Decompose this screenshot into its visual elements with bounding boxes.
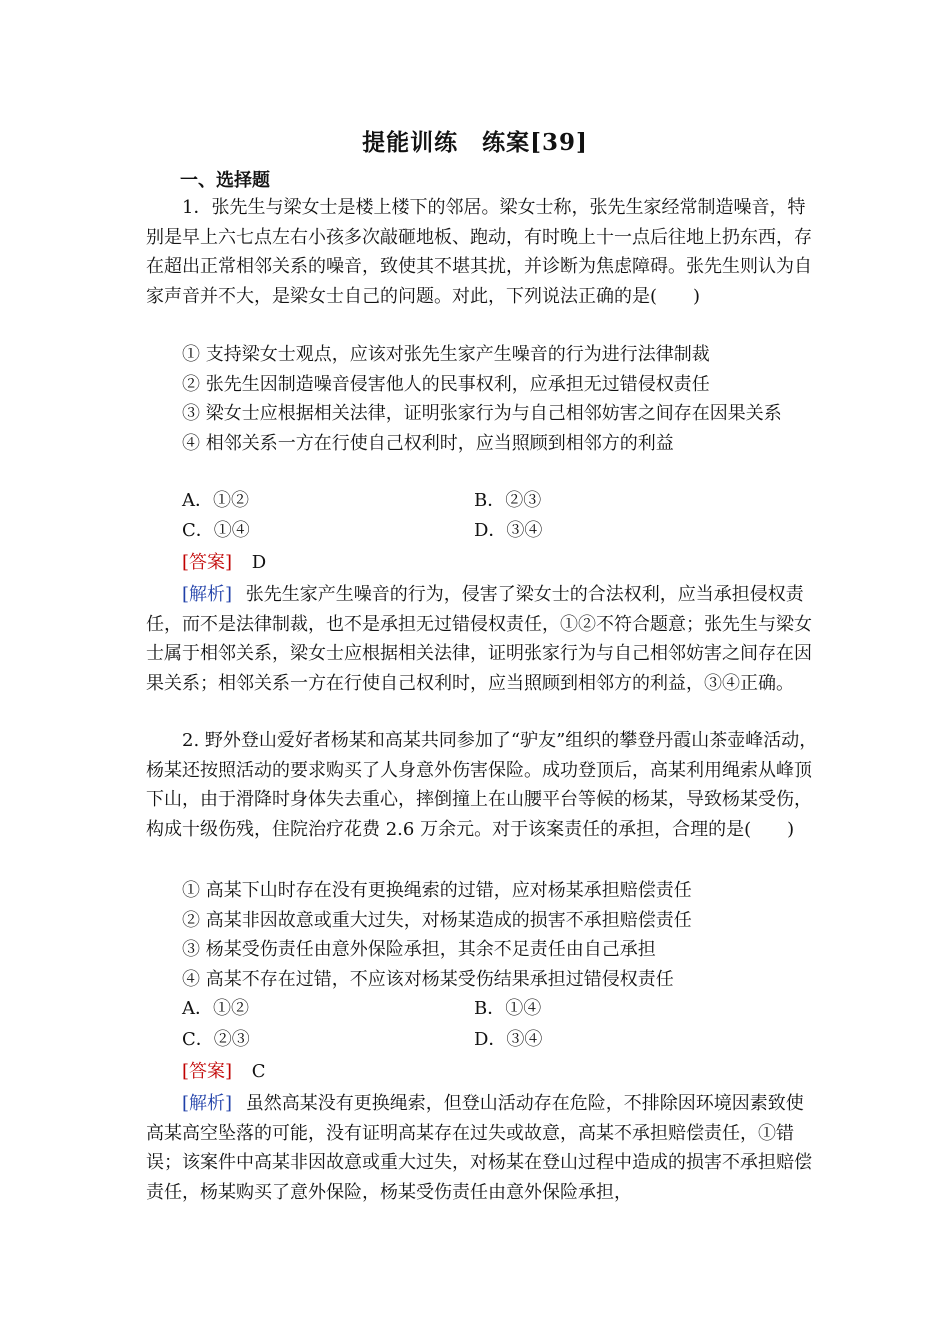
question-1-option-c[interactable]: C．①④: [182, 520, 250, 541]
question-1-option-a[interactable]: A．①②: [182, 490, 249, 511]
question-1-items: [146, 340, 818, 458]
question-2-item-2: ② 高某非因故意或重大过失，对杨某造成的损害不承担赔偿责任: [182, 909, 692, 931]
answer-tag: [答案]: [182, 1061, 233, 1082]
question-1-stem: 1．张先生与梁女士是楼上楼下的邻居。梁女士称，张先生家经常制造噪音，特别是早上六七点左右小孩多次敲砸地板、跑动，有时晚上十一点后往地上扔东西，存在超出正常相邻关系的噪音，致使其不堪其扰，并诊断为焦虑障碍。张先生则认为自家声音并不大，是梁女士自己的问题。对此，下列说法正确的是( ): [146, 197, 812, 307]
question-2-analysis: [146, 1089, 818, 1207]
question-2-option-d[interactable]: D．③④: [474, 1029, 543, 1050]
question-2-answer: [182, 1057, 266, 1087]
question-1-answer: [182, 548, 266, 578]
question-2-item-1: ① 高某下山时存在没有更换绳索的过错，应对杨某承担赔偿责任: [182, 880, 692, 901]
question-1-item-3: ③ 梁女士应根据相关法律，证明张家行为与自己相邻妨害之间存在因果关系: [182, 403, 782, 424]
answer-value: C: [251, 1061, 266, 1082]
question-1-analysis: [146, 580, 818, 698]
analysis-tag: [解析]: [182, 1093, 233, 1114]
question-1-item-4: ④ 相邻关系一方在行使自己权利时，应当照顾到相邻方的利益: [182, 432, 674, 454]
question-1-option-b[interactable]: B．②③: [474, 490, 542, 511]
analysis-text: 张先生家产生噪音的行为，侵害了梁女士的合法权利，应当承担侵权责任，而不是法律制裁，也不是承担无过错侵权责任，①②不符合题意；张先生与梁女士属于相邻关系，梁女士应根据相关法律，证明张家行为与自己相邻妨害之间存在因果关系；相邻关系一方在行使自己权利时，应当照顾到相邻方的利益，③④正确。: [146, 584, 812, 694]
question-1-option-d[interactable]: D．③④: [474, 520, 543, 541]
question-2-item-3: ③ 杨某受伤责任由意外保险承担，其余不足责任由自己承担: [182, 939, 656, 960]
question-2-stem: 2. 野外登山爱好者杨某和高某共同参加了“驴友”组织的攀登丹霞山茶壶峰活动，杨某还按照活动的要求购买了人身意外伤害保险。成功登顶后，高某利用绳索从峰顶下山，由于滑降时身体失去重心，摔倒撞上在山腰平台等候的杨某，导致杨某受伤，构成十级伤残，住院治疗花费 2.6 万余元。对于该案责任的承担，合理的是( ): [146, 730, 818, 840]
section-heading: 一、选择题: [180, 170, 270, 191]
question-2-option-b[interactable]: B．①④: [474, 998, 542, 1019]
answer-value: D: [251, 552, 267, 573]
question-1-item-2: ② 张先生因制造噪音侵害他人的民事权利，应承担无过错侵权责任: [182, 373, 710, 395]
analysis-text: 虽然高某没有更换绳索，但登山活动存在危险，不排除因环境因素致使高某高空坠落的可能，没有证明高某存在过失或故意，高某不承担赔偿责任，①错误；该案件中高某非因故意或重大过失，对杨某在登山过程中造成的损害不承担赔偿责任，杨某购买了意外保险，杨某受伤责任由意外保险承担，: [146, 1093, 812, 1203]
question-2-item-4: ④ 高某不存在过错，不应该对杨某受伤结果承担过错侵权责任: [182, 968, 674, 990]
question-2-items: [146, 876, 818, 994]
question-2-option-c[interactable]: C．②③: [182, 1029, 250, 1050]
page-title: 提能训练 练案[39]: [362, 129, 588, 156]
question-1-item-1: ① 支持梁女士观点，应该对张先生家产生噪音的行为进行法律制裁: [182, 344, 710, 365]
answer-tag: [答案]: [182, 552, 233, 573]
question-2-option-a[interactable]: A．①②: [182, 998, 249, 1019]
analysis-tag: [解析]: [182, 584, 233, 605]
